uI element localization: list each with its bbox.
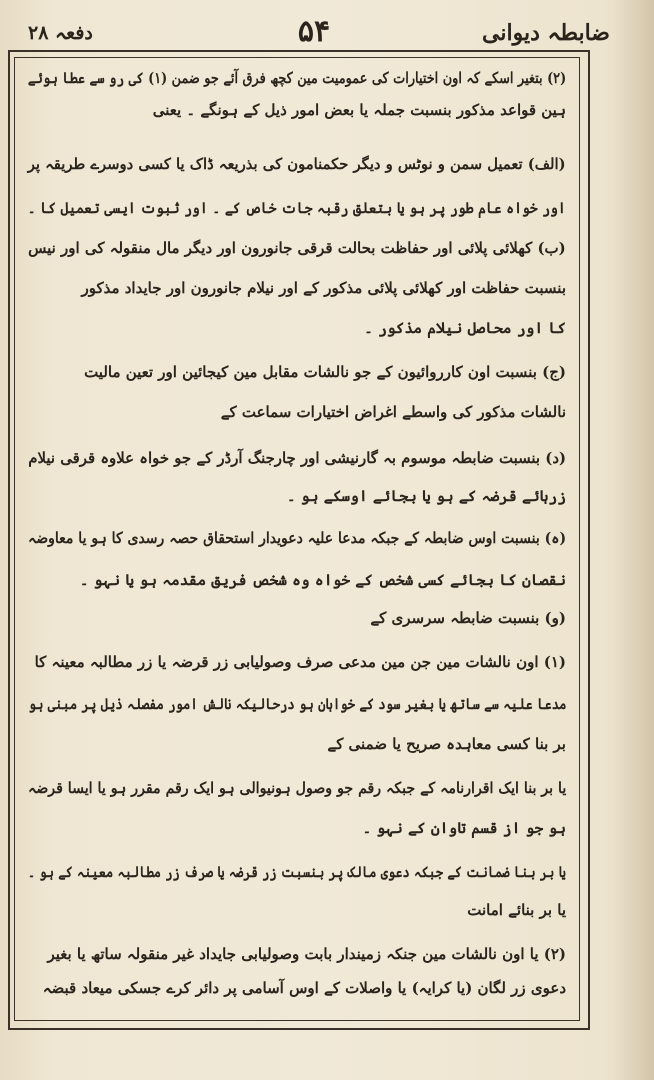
running-title: ضابطہ دیوانی (482, 20, 610, 46)
text-line: (ج) بنسبت اون کارروائیون کے جو نالشات مقابل مین کیجائین اور تعین مالیت (84, 363, 566, 381)
text-line: یا بر بنا ایک اقرارنامہ کے جبکہ رقم جو وصول ہونیوالی ہو ایک رقم مقرر ہو یا ایسا قرضہ (27, 779, 566, 797)
text-line: (۱) اون نالشات مین جن مین مدعی صرف وصولیابی زر قرضہ یا زر مطالبہ معینہ کا (34, 653, 566, 671)
text-line: (ہ) بنسبت اوس ضابطہ کے جبکہ مدعا علیہ دعویدار استحقاق حصہ رسدی کا ہو یا معاوضہ (27, 529, 566, 547)
page-number: ۵۴ (297, 14, 331, 49)
text-line: بنسبت حفاظت اور کھلائی پلائی مذکور کے اور نیلام جانورون اور جایداد مذکور (81, 279, 566, 297)
text-line: (و) بنسبت ضابطہ سرسری کے (370, 609, 566, 627)
text-line: کا اور محاصل نیلام مذکور ۔ (364, 319, 566, 337)
text-line: زرہائے قرضہ کے ہو یا بجائے اوسکے ہو ۔ (286, 487, 566, 505)
text-line: مدعا علیہ سے ساتھ یا بغیر سود کے خواہان ہو درحالیکہ نالش امور مفصلہ ذیل پر مبنی ہو (28, 695, 566, 713)
text-line: ہو جو از قسم تاوان کے نہو ۔ (362, 819, 566, 837)
text-line: یا بر بنائے امانت (467, 901, 566, 919)
text-line: نقصان کا بجائے کسی شخص کے خواہ وہ شخص فریق مقدمہ ہو یا نہو ۔ (79, 571, 566, 589)
section-reference: دفعہ ۲۸ (28, 22, 93, 44)
body-text (26, 62, 566, 1012)
text-line: (ب) کھلائی پلائی اور حفاظت بحالت قرقی جانورون اور دیگر مال منقولہ کی اور نیس (28, 239, 566, 257)
page-edge-shadow (614, 0, 654, 1080)
text-line: ہین قواعد مذکور بنسبت جملہ یا بعض امور ذیل کے ہونگے ۔ یعنی (152, 101, 566, 119)
text-line: یا بر بنا ضمانت کے جبکہ دعوی مالک پر بنسبت زر قرضہ یا صرف زر مطالبہ معینہ کے ہو ۔ (27, 863, 566, 881)
text-line: (د) بنسبت ضابطہ موسوم بہ گارنیشی اور چارجنگ آرڈر کے جو خواہ علاوہ قرقی نیلام (28, 449, 566, 467)
page-header (18, 14, 610, 54)
text-line: اور خواہ عام طور پر ہو یا بتعلق رقبہ جات خاص کے ۔ اور ثبوت ایسی تعمیل کا ۔ (28, 199, 566, 217)
text-line: (۲) یا اون نالشات مین جنکہ زمیندار بابت وصولیابی جایداد غیر منقولہ ساتھ یا بغیر (47, 945, 566, 963)
text-line: نالشات مذکور کی واسطے اغراض اختیارات سماعت کے (220, 403, 566, 421)
text-line: دعوی زر لگان (یا کرایہ) یا واصلات کے اوس آسامی پر دائر کرے جسکی میعاد قبضہ (42, 979, 566, 997)
text-line: (الف) تعمیل سمن و نوٹس و دیگر حکمنامون کی بذریعہ ڈاک یا کسی دوسرے طریقہ پر (28, 155, 566, 173)
text-line: بر بنا کسی معاہدہ صریح یا ضمنی کے (327, 735, 566, 753)
text-line: (۲) بتغیر اسکے کہ اون اختیارات کی عمومیت مین کچھ فرق آئے جو ضمن (۱) کی رو سے عطا ہوئے (27, 69, 566, 87)
